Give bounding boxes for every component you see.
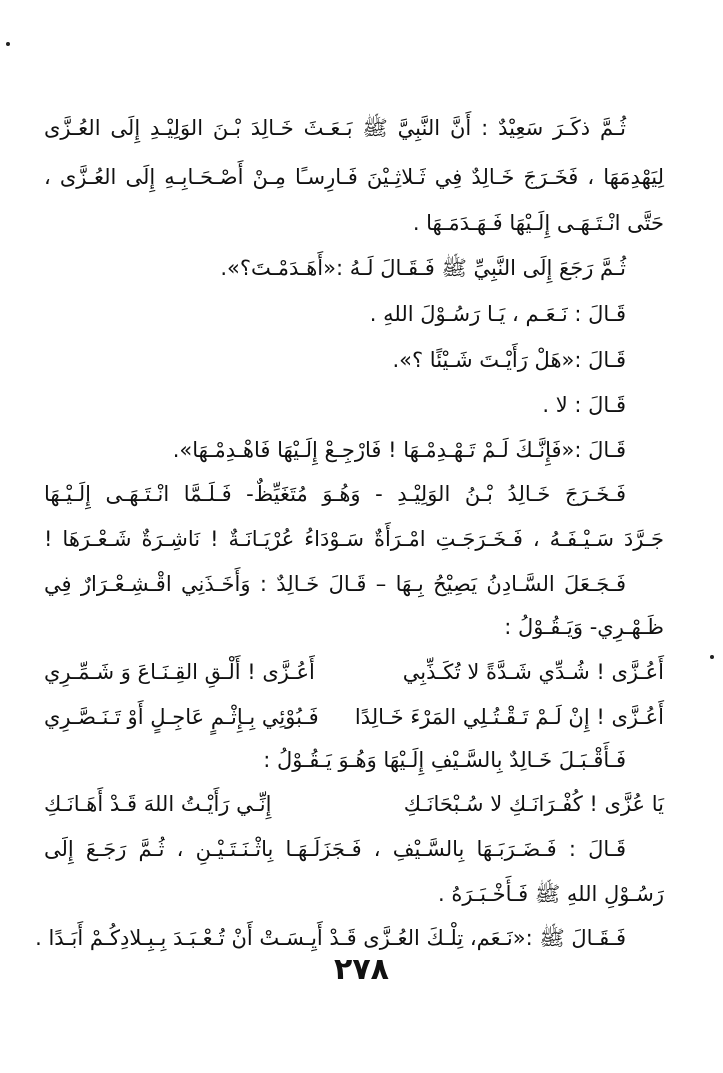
paragraph-line: فَـقَـالَ ﷺ :«نَـعَم، تِلْـكَ العُـزَّى قَـدْ أَيِـسَـتْ أَنْ تُـعْـبَـدَ بِـبِـلادِكُـمْ أَبَـدًا . xyxy=(35,926,626,950)
paragraph-line: قَـالَ : فَـضَـرَبَـهَا بِالسَّـيْفِ ، فَـجَزَلَـهَـا بِاثْـنَـتَـيْـنِ ، ثُـمَّ رَجَـعَ إِلَى xyxy=(44,837,626,861)
scan-dot-mark xyxy=(710,655,714,659)
paragraph-line: ثُـمَّ ذكَـرَ سَعِيْدٌ : أَنَّ النَّبِيَّ ﷺ بَـعَـثَ خَـالِدَ بْـنَ الوَلِيْـدِ إِلَى العُـزَّى xyxy=(44,116,626,140)
paragraph-line: حَتَّى انْـتَـهَـى إِلَـيْهَا فَـهَـدَمَـهَا . xyxy=(412,211,664,235)
paragraph-line: قَـالَ : لا . xyxy=(542,393,626,417)
paragraph-line: جَـرَّدَ سَـيْـفَـهُ ، فَـخَـرَجَـتِ امْـرَأَةٌ سَـوْدَاءُ عُرْيَـانَـةٌ ! نَاشِـرَةٌ شَـعْـرَهَا ! xyxy=(44,527,664,551)
poem-verse xyxy=(44,697,664,737)
paragraph-line: فَـجَـعَلَ السَّـادِنُ يَصِيْحُ بِـهَا – قَـالَ خَـالِدٌ : وَأَخَـذَنِي اقْـشِـعْـرَارٌ فِي xyxy=(44,572,626,596)
verse-first-hemistich: يَا عُزَّى ! كُفْـرَانَـكِ لا سُـبْحَانَـكِ xyxy=(403,792,664,816)
paragraph-line: قَـالَ :«هَلْ رَأَيْـتَ شَـيْئًا ؟». xyxy=(392,348,626,372)
verse-first-hemistich: أَعُـزَّى ! إِنْ لَـمْ تَـقْـتُـلِي المَرْءَ خَـالِدًا xyxy=(354,705,664,729)
paragraph-line: ظَـهْـرِي- وَيَـقُـوْلُ : xyxy=(504,615,664,639)
paragraph-line: لِيَهْدِمَهَا ، فَخَـرَجَ خَـالِدٌ فِي ثَـلاثِـيْنَ فَـارِسـًا مِـنْ أَصْـحَـابِـهِ إِلَى العُـزَّى ، xyxy=(44,165,664,189)
poem-verse xyxy=(44,652,664,692)
paragraph-line: ثُـمَّ رَجَعَ إِلَى النَّبِيِّ ﷺ فَـقَـالَ لَـهُ :«أَهَـدَمْـتَ؟». xyxy=(220,256,626,280)
paragraph-line: قَـالَ :«فَإِنَّـكَ لَـمْ تَـهْـدِمْـهَا ! فَارْجِـعْ إِلَـيْهَا فَاهْـدِمْـهَا». xyxy=(172,438,626,462)
scan-dot-mark xyxy=(6,42,10,46)
verse-second-hemistich: إِنِّـي رَأَيْـتُ اللهَ قَـدْ أَهَـانَـكِ xyxy=(44,792,272,816)
paragraph-line: فَـأَقْـبَـلَ خَـالِدٌ بِالسَّـيْفِ إِلَـيْهَا وَهُـوَ يَـقُـوْلُ : xyxy=(263,748,626,772)
verse-second-hemistich: فَـبُوْئِي بِـإِثْـمٍ عَاجِـلٍ أَوْ تَـنَـصَّـرِي xyxy=(44,705,319,729)
poem-verse xyxy=(44,784,664,824)
verse-first-hemistich: أَعُـزَّى ! شُـدِّي شَـدَّةً لا تُكَـذِّبِي xyxy=(402,660,664,684)
verse-second-hemistich: أَعُـزَّى ! أَلْـقِ القِـنَـاعَ وَ شَـمِّـرِي xyxy=(44,660,315,684)
paragraph-line: قَـالَ : نَـعَـم ، يَـا رَسُـوْلَ اللهِ . xyxy=(369,302,626,326)
page-number: ٢٧٨ xyxy=(334,952,389,987)
paragraph-line: فَـخَـرَجَ خَـالِدُ بْـنُ الوَلِيْـدِ - وَهُـوَ مُتَغَيِّظٌ- فَـلَـمَّا انْـتَـهَـى إِلَـيْـهَا xyxy=(44,482,626,506)
paragraph-line: رَسُـوْلِ اللهِ ﷺ فَـأَخْـبَـرَهُ . xyxy=(438,882,664,906)
